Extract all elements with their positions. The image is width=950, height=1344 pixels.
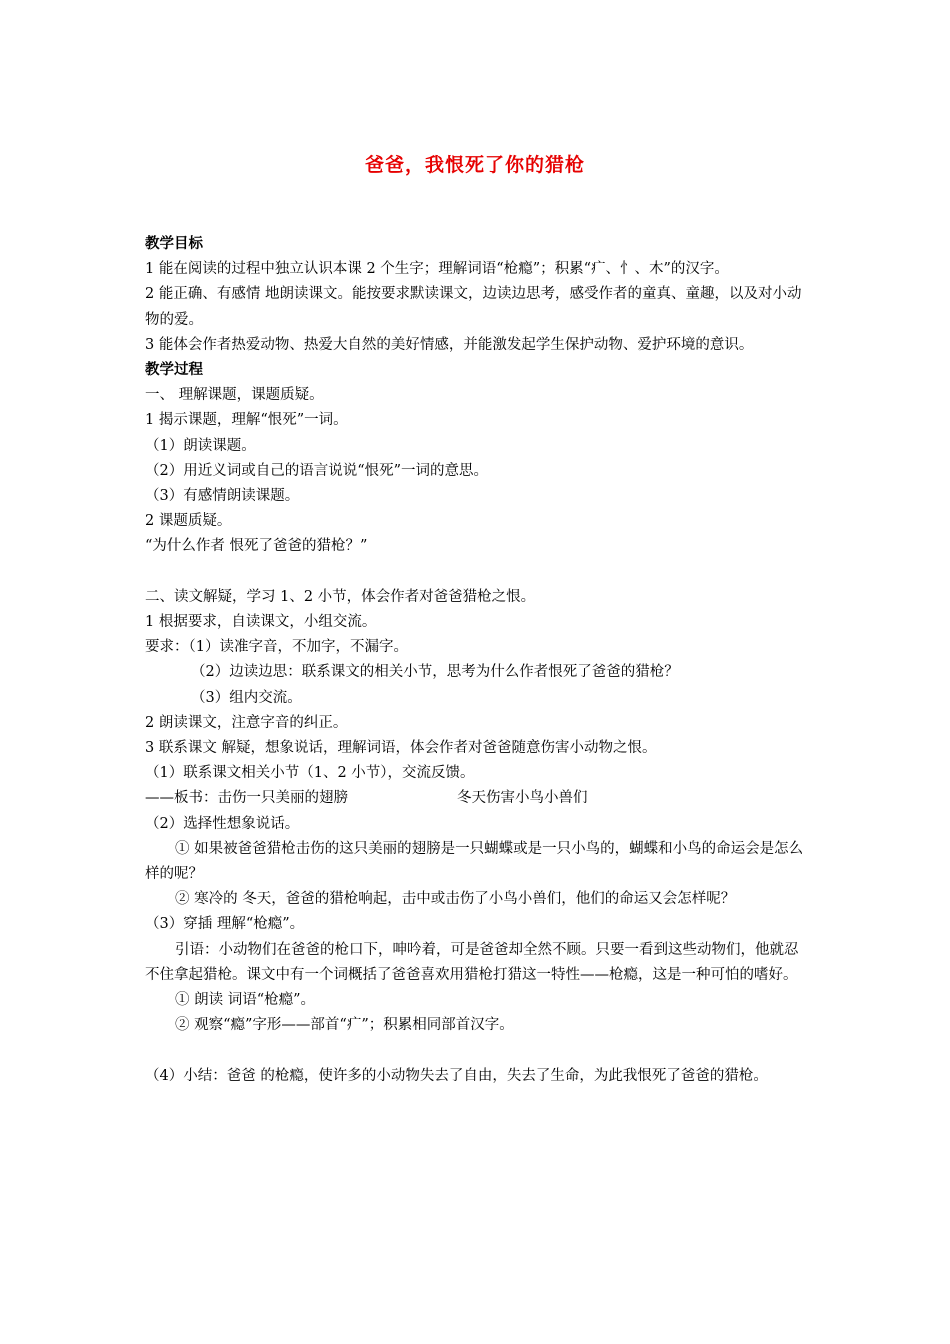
part1-step: 2 课题质疑。 (145, 513, 232, 530)
imagine-item: ② 寒冷的 冬天，爸爸的猎枪响起，击中或击伤了小鸟小兽们，他们的命运又会怎样呢？ (175, 891, 736, 908)
goal-item: 2 能正确、有感情 地朗读课文。能按要求默读课文，边读边思考，感受作者的童真、童趣，以及对小动物的爱。 (145, 286, 802, 328)
process-heading: 教学过程 (145, 362, 203, 379)
part2-substep: （3）穿插 理解“枪瘾”。 (145, 916, 305, 933)
blank-line (145, 560, 810, 585)
goal-item: 3 能体会作者热爱动物、热爱大自然的美好情感，并能激发起学生保护动物、爱护环境的意识。 (145, 336, 754, 353)
document-body (145, 232, 810, 1089)
part1-substep: （1）朗读课题。 (145, 437, 256, 454)
part1-substep: （2）用近义词或自己的语言说说“恨死”一词的意思。 (145, 462, 489, 479)
part1-question: “为什么作者 恨死了爸爸的猎枪？” (145, 538, 368, 555)
imagine-item: ① 如果被爸爸猎枪击伤的这只美丽的翅膀是一只蝴蝶或是一只小鸟的，蝴蝶和小鸟的命运会是怎么样的呢？ (145, 840, 804, 883)
intro-item: ① 朗读 词语“枪瘾”。 (175, 992, 316, 1009)
part1-substep: （3）有感情朗读课题。 (145, 488, 300, 505)
goal-item: 1 能在阅读的过程中独立认识本课 2 个生字；理解词语“枪瘾”；积累“疒、忄、木”的汉字。 (145, 261, 729, 278)
part2-requirement: （2）边读边思：联系课文的相关小节，思考为什么作者恨死了爸爸的猎枪？ (191, 664, 679, 681)
intro-item: ② 观察“瘾”字形——部首“疒”；积累相同部首汉字。 (175, 1017, 514, 1034)
part2-substep: （2）选择性想象说话。 (145, 815, 300, 832)
part2-requirement: 要求：（1）读准字音，不加字，不漏字。 (145, 639, 408, 656)
part1-step: 1 揭示课题，理解“恨死”一词。 (145, 412, 348, 429)
summary-paragraph: （4）小结：爸爸 的枪瘾，使许多的小动物失去了自由，失去了生命，为此我恨死了爸爸的猎枪。 (145, 1067, 768, 1084)
board-note-left: ——板书：击伤一只美丽的翅膀 (145, 790, 348, 807)
part2-substep: （1）联系课文相关小节（1、2 小节），交流反馈。 (145, 765, 475, 782)
board-notes (145, 786, 810, 811)
part2-step: 3 联系课文 解疑，想象说话，理解词语，体会作者对爸爸随意伤害小动物之恨。 (145, 740, 657, 757)
part1-title: 一、 理解课题，课题质疑。 (145, 387, 324, 404)
part2-title: 二、读文解疑，学习 1、2 小节，体会作者对爸爸猎枪之恨。 (145, 588, 536, 605)
blank-line (145, 1038, 810, 1063)
intro-paragraph: 引语：小动物们在爸爸的枪口下，呻吟着，可是爸爸却全然不顾。只要一看到这些动物们，他就忍不住拿起猎枪。课文中有一个词概括了爸爸喜欢用猎枪打猎这一特性——枪瘾，这是一种可怕的嗜好。 (145, 941, 799, 983)
part2-requirement: （3）组内交流。 (191, 689, 302, 706)
document-title: 爸爸，我恨死了你的猎枪 (364, 154, 585, 176)
part2-step: 2 朗读课文，注意字音的纠正。 (145, 714, 348, 731)
goals-heading: 教学目标 (145, 236, 203, 252)
part2-step: 1 根据要求，自读课文，小组交流。 (145, 614, 377, 631)
board-note-right: 冬天伤害小鸟小兽们 (457, 790, 588, 807)
